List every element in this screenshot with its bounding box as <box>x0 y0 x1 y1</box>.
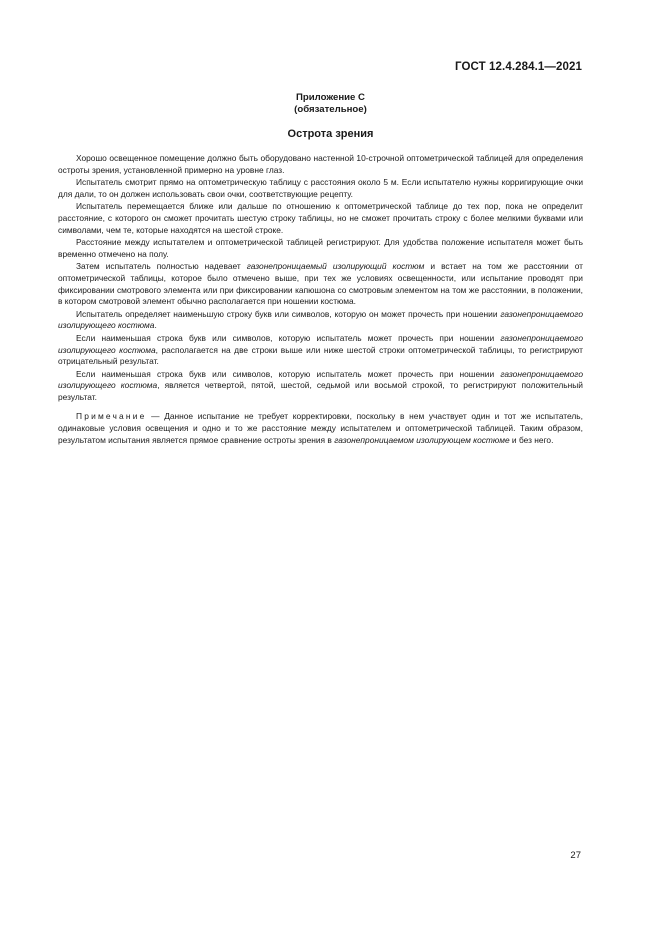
paragraph-7-text-a: Если наименьшая строка букв или символов, которую испытатель может прочесть при ношении <box>76 332 501 343</box>
paragraph-3: Испытатель перемещается ближе или дальше по отношению к оптометрической таблице до тех пор, пока не определит расстояние, с которого он сможет прочитать шестую строку таблицы, но не сможет прочитать строку с более мелкими буквами или символами, чем те, которые находятся на шестой строке. <box>58 201 583 235</box>
paragraph-5-text-b: и встает на том же расстоянии от оптометрической таблицы, которое было отмечено выше, при тех же условиях освещенности, или испытание проводят при фиксировании смотрового элемента или при фиксировании капюшона со смотровым элементом на том же расстоянии, в положении, в котором смотровой элемент обычно располагается при ношении костюма. <box>58 261 583 307</box>
paragraph-6-emphasis: газонепроницаемого изолирующего костюма <box>58 308 583 331</box>
paragraph-8-text-a: Если наименьшая строка букв или символов, которую испытатель может прочесть при ношении <box>76 368 501 379</box>
paragraph-7-emphasis: газонепроницаемого изолирующего костюма <box>58 332 583 355</box>
paragraph-8 <box>58 369 583 404</box>
paragraph-8-emphasis: газонепроницаемого изолирующего костюма <box>58 368 583 391</box>
note-emphasis: газонепроницаемом изолирующем костюме <box>334 434 510 445</box>
annex-heading <box>0 92 661 116</box>
annex-status: (обязательное) <box>294 104 367 115</box>
annex-title: Приложение С <box>296 92 365 103</box>
document-number: ГОСТ 12.4.284.1—2021 <box>455 61 582 73</box>
paragraph-6-text-a: Испытатель определяет наименьшую строку букв или символов, которую он может прочесть при ношении <box>76 308 501 319</box>
paragraph-5-text-a: Затем испытатель полностью надевает <box>76 261 247 272</box>
body-text <box>58 153 583 447</box>
paragraph-1: Хорошо освещенное помещение должно быть оборудовано настенной 10-строчной оптометрической таблицей для определения остроты зрения, установленной примерно на уровне глаз. <box>58 153 583 175</box>
page-number: 27 <box>570 850 581 861</box>
note-text-b: и без него. <box>509 434 554 445</box>
note-text-a: — Данное испытание не требует корректировки, поскольку в нем участвует один и тот же испытатель, одинаковые условия освещения и одно и то же расстояние между испытателем и оптометрической таблицей. Таким образом, результатом испытания является прямое сравнение остроты зрения в <box>58 411 583 445</box>
paragraph-5-emphasis: газонепроницаемый изолирующий костюм <box>246 261 425 272</box>
paragraph-6-text-b: . <box>154 320 157 331</box>
section-title: Острота зрения <box>287 128 374 140</box>
paragraph-8-text-b: , является четвертой, пятой, шестой, седьмой или восьмой строкой, то регистрируют положительный результат. <box>58 380 583 402</box>
paragraph-4: Расстояние между испытателем и оптометрической таблицей регистрируют. Для удобства положение испытателя может быть временно отмечено на полу. <box>58 237 583 259</box>
paragraph-5 <box>58 261 583 307</box>
paragraph-7 <box>58 333 583 368</box>
note-paragraph <box>58 411 583 446</box>
note-label: Примечание <box>76 411 147 422</box>
paragraph-6 <box>58 309 583 332</box>
paragraph-7-text-b: , располагается на две строки выше или ниже шестой строки оптометрической таблицы, то регистрируют отрицательный результат. <box>58 344 583 367</box>
paragraph-2: Испытатель смотрит прямо на оптометрическую таблицу с расстояния около 5 м. Если испытателю нужны корригирующие очки для дали, то он должен использовать свои очки, соответствующие рецепту. <box>58 177 583 199</box>
